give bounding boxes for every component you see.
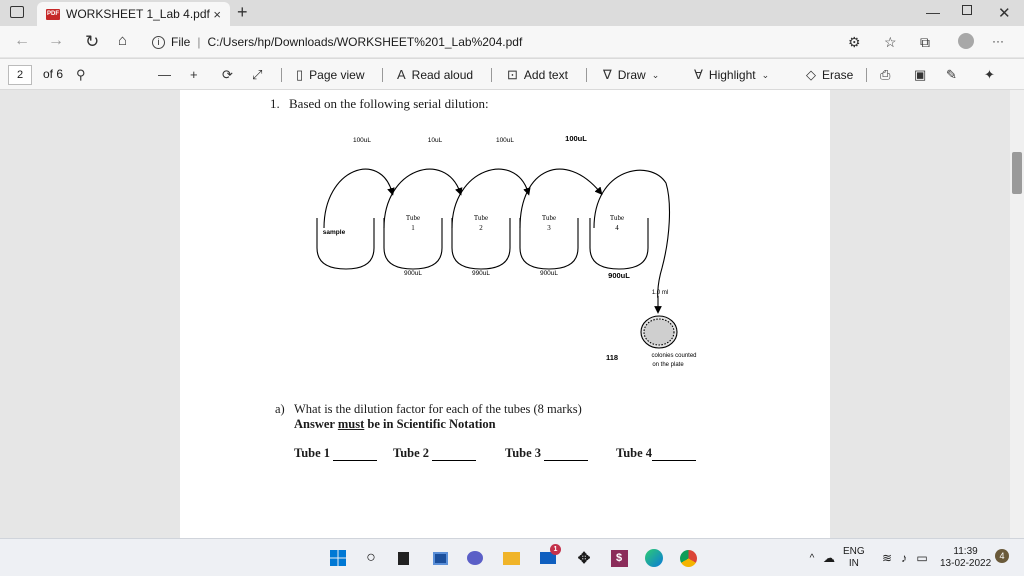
diluent-4: 900uL: [608, 271, 630, 280]
answer-blank-1[interactable]: [333, 449, 377, 461]
page-view-label: Page view: [309, 68, 365, 82]
tab-actions-icon[interactable]: [10, 6, 24, 18]
highlight-icon: ∀: [694, 67, 703, 82]
pdf-viewer: [0, 90, 1024, 538]
battery-icon[interactable]: ▭: [916, 551, 928, 565]
page-total: [43, 67, 63, 81]
erase-button[interactable]: [806, 67, 853, 83]
colony-count: 118: [605, 353, 619, 362]
transfer-label-2: 10uL: [427, 137, 443, 144]
tube-2-label: Tube: [473, 214, 489, 222]
pdf-page: [180, 90, 830, 538]
page-number-input[interactable]: 2: [8, 65, 32, 85]
agar-plate-rim: [644, 319, 674, 345]
clock[interactable]: [940, 546, 991, 570]
answer-tube-3-label: Tube 3: [505, 446, 542, 460]
clock-date: 13-02-2022: [940, 558, 992, 569]
subquestion-text: What is the dilution factor for each of the tubes (8 marks): [294, 402, 582, 416]
answer-tube-1: [294, 446, 377, 461]
transfer-label-3: 100uL: [495, 137, 515, 144]
answer-note-end: be in Scientific Notation: [367, 417, 496, 431]
edge-browser-icon[interactable]: [645, 549, 663, 567]
pdf-toolbar: [0, 58, 1024, 90]
transfer-arrow-1: [324, 169, 392, 228]
url-separator: |: [197, 35, 201, 49]
chevron-down-icon[interactable]: ⌄: [651, 69, 660, 80]
page-view-button[interactable]: [296, 67, 365, 83]
clock-time: 11:39: [953, 546, 978, 557]
toolbar-divider: [491, 68, 492, 82]
subquestion-label: a): [275, 402, 285, 416]
tab-bar: [0, 0, 1024, 26]
refresh-icon[interactable]: ↻: [85, 32, 100, 51]
taskbar: [0, 538, 1024, 576]
teams-meet-icon[interactable]: [466, 549, 484, 567]
address-bar: [0, 26, 1024, 57]
tab-title: WORKSHEET 1_Lab 4.pdf: [66, 7, 210, 21]
transfer-label-4: 100uL: [565, 134, 587, 143]
url-text: C:/Users/hp/Downloads/WORKSHEET%201_Lab%204.pdf: [207, 35, 523, 49]
colony-text-2: on the plate: [652, 362, 684, 368]
read-aloud-icon: A: [397, 67, 406, 82]
answer-blank-4[interactable]: [652, 449, 696, 461]
sample-tube: [317, 218, 374, 269]
sample-label: sample: [322, 229, 346, 236]
toolbar-divider: [586, 68, 587, 82]
diluent-3: 900uL: [539, 270, 559, 277]
answer-tube-1-label: Tube 1: [294, 446, 331, 460]
search-icon[interactable]: ○: [366, 549, 376, 566]
transfer-arrow-4: [520, 169, 600, 228]
page-total-label: of 6: [43, 67, 64, 81]
minimize-icon[interactable]: —: [926, 4, 940, 20]
add-text-button[interactable]: [507, 67, 568, 83]
answer-tube-2-label: Tube 2: [393, 446, 430, 460]
rotate-icon[interactable]: ⟳: [222, 67, 233, 82]
add-text-label: Add text: [523, 68, 568, 82]
transfer-arrow-2: [384, 169, 460, 228]
answer-blank-3[interactable]: [544, 449, 588, 461]
transfer-arrow-plate: [594, 170, 669, 298]
eraser-icon: ◇: [806, 67, 816, 82]
browser-tab[interactable]: [37, 2, 230, 26]
window-close-icon[interactable]: ✕: [998, 5, 1011, 22]
tube-3-number: 3: [547, 224, 551, 232]
language-code: ENG: [843, 546, 865, 557]
tube-1-number: 1: [411, 224, 415, 232]
tube-2-number: 2: [479, 224, 483, 232]
onedrive-icon[interactable]: ☁: [823, 551, 835, 565]
favorites-icon[interactable]: ☆: [884, 34, 897, 50]
back-icon[interactable]: ←: [14, 32, 30, 49]
toolbar-divider: [382, 68, 383, 82]
zoom-out-icon[interactable]: —: [158, 67, 171, 82]
toolbar-divider: [281, 68, 282, 82]
windows-start-icon[interactable]: [329, 549, 347, 567]
tube-4-number: 4: [615, 224, 619, 232]
folder-icon[interactable]: [502, 549, 520, 567]
answer-format-note: [294, 417, 496, 432]
tube-1-label: Tube: [405, 214, 421, 222]
draw-button[interactable]: [603, 67, 659, 83]
answer-note-must: must: [337, 417, 365, 431]
highlight-button[interactable]: [694, 67, 769, 83]
tube-3-label: Tube: [541, 214, 557, 222]
restore-icon[interactable]: [962, 5, 972, 15]
diluent-2: 990uL: [471, 270, 491, 277]
task-view-icon[interactable]: [394, 549, 412, 567]
chevron-up-icon[interactable]: ^: [809, 552, 815, 564]
transfer-label-1: 100uL: [352, 137, 372, 144]
answer-tube-4: [616, 446, 696, 461]
forward-icon[interactable]: →: [48, 32, 64, 49]
tube-4: [590, 218, 648, 269]
language-indicator[interactable]: [843, 546, 865, 570]
language-region: IN: [848, 558, 859, 569]
new-tab-icon[interactable]: +: [237, 2, 248, 22]
collections-icon[interactable]: ⧉: [920, 34, 930, 50]
highlight-label: Highlight: [708, 68, 756, 82]
erase-label: Erase: [822, 68, 854, 82]
colony-text-1: colonies counted: [651, 353, 697, 359]
profile-avatar[interactable]: [958, 33, 974, 49]
plate-volume: 1.0 ml: [651, 290, 669, 296]
pdf-file-icon: PDF: [46, 9, 60, 20]
info-icon[interactable]: i: [152, 36, 165, 49]
chrome-icon[interactable]: [679, 549, 697, 567]
wifi-icon[interactable]: ≋: [881, 551, 893, 565]
volume-icon[interactable]: ♪: [901, 551, 907, 565]
answer-tube-4-label: Tube 4: [616, 446, 653, 460]
fit-page-icon[interactable]: ⤢: [252, 67, 263, 82]
pin-icon[interactable]: ✦: [984, 67, 995, 82]
save-as-icon[interactable]: ✎: [946, 67, 957, 82]
zoom-in-icon[interactable]: +: [190, 67, 198, 82]
chevron-down-icon[interactable]: ⌄: [761, 69, 770, 80]
more-icon[interactable]: ···: [992, 34, 1004, 48]
scrollbar-thumb[interactable]: [1012, 152, 1022, 194]
file-explorer-icon[interactable]: [431, 549, 449, 567]
answer-blank-2[interactable]: [432, 449, 476, 461]
url-field[interactable]: [148, 30, 878, 54]
transfer-arrow-3: [452, 169, 528, 228]
draw-icon: ∇: [603, 67, 612, 82]
mail-icon[interactable]: [539, 546, 558, 567]
serial-dilution-diagram: [310, 128, 710, 373]
skrill-icon[interactable]: $: [610, 549, 628, 567]
diluent-1: 900uL: [403, 270, 423, 277]
page-view-icon: ▯: [296, 67, 304, 82]
toolbar-divider: [866, 68, 867, 82]
print-icon[interactable]: ⎙: [880, 67, 891, 82]
dropbox-icon[interactable]: ✥: [577, 550, 591, 567]
notification-badge[interactable]: 4: [995, 549, 1009, 563]
question-text: Based on the following serial dilution:: [289, 96, 489, 111]
search-icon[interactable]: ⚲: [76, 67, 86, 82]
save-icon[interactable]: ▣: [914, 67, 927, 82]
reader-mode-icon[interactable]: ⚙: [848, 34, 861, 50]
add-text-icon: ⊡: [507, 67, 518, 82]
close-tab-icon[interactable]: ×: [213, 6, 221, 22]
read-aloud-label: Read aloud: [411, 67, 474, 82]
answer-note-start: Answer: [294, 417, 335, 431]
tube-4-label: Tube: [609, 214, 625, 222]
draw-label: Draw: [617, 68, 646, 82]
mail-badge: 1: [550, 544, 561, 555]
home-icon[interactable]: ⌂: [118, 32, 128, 49]
url-scheme-label: File: [171, 35, 191, 49]
question-number: 1.: [270, 96, 280, 111]
answer-tube-3: [505, 446, 588, 461]
read-aloud-button[interactable]: [397, 67, 473, 82]
answer-tube-2: [393, 446, 476, 461]
